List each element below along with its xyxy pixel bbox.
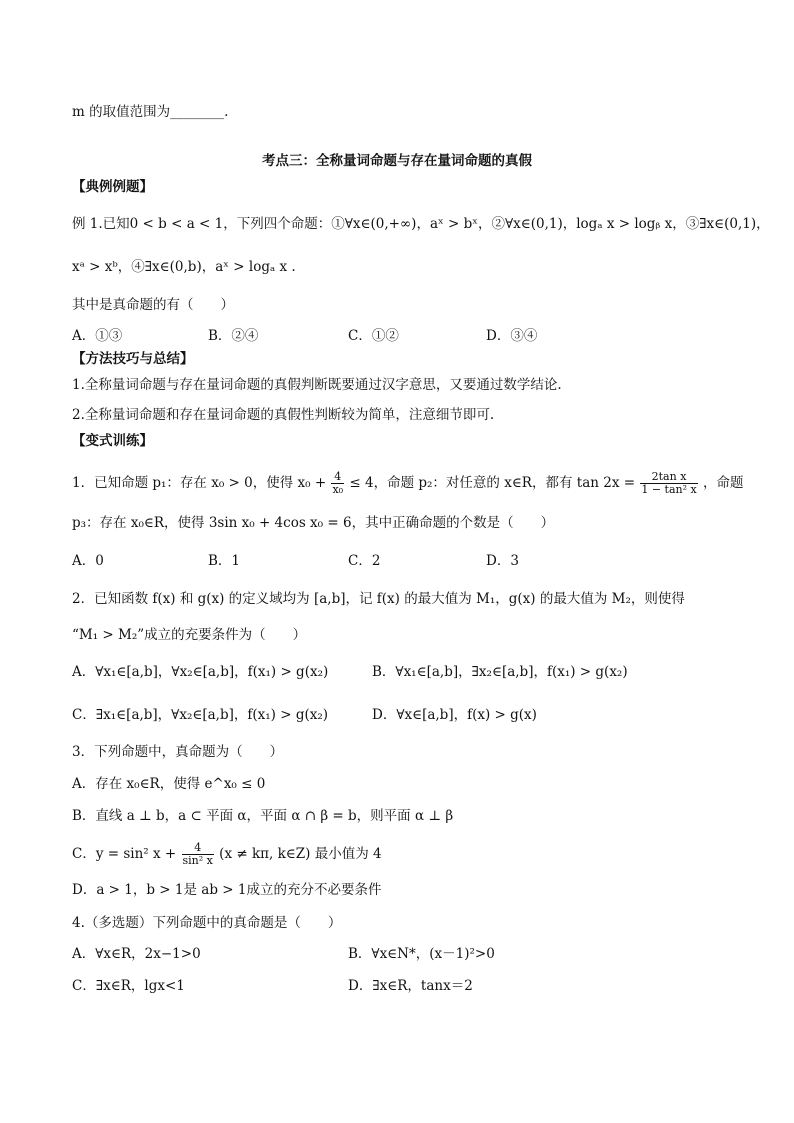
q3-option-c [72, 842, 382, 867]
q1-fraction-1-denominator: x₀ [332, 483, 344, 496]
intro-line: m 的取值范围为________. [72, 104, 229, 120]
q2-option-a: A．∀x₁∈[a,b]，∀x₂∈[a,b]，f(x₁) > g(x₂) [72, 664, 329, 680]
example-option-b: B．②④ [208, 328, 259, 344]
example-option-d: D．③④ [486, 328, 538, 344]
q3-option-d: D．a > 1，b > 1是 ab > 1成立的充分不必要条件 [72, 882, 382, 898]
q1-line-1-part-c: ，命题 [703, 475, 744, 491]
q4-option-a: A．∀x∈R，2x−1>0 [72, 946, 201, 962]
q3-option-c-fraction-denominator: sin² x [182, 854, 213, 867]
q2-option-c: C．∃x₁∈[a,b]，∀x₂∈[a,b]，f(x₁) > g(x₂) [72, 707, 329, 723]
q1-option-b: B．1 [208, 553, 241, 569]
q1-option-a: A．0 [72, 553, 104, 569]
q1-line-1-part-b: ≤ 4，命题 p₂：对任意的 x∈R，都有 tan 2x = [349, 475, 636, 491]
q4-stem: 4.（多选题）下列命题中的真命题是（ ） [72, 915, 342, 931]
q2-option-b: B．∀x₁∈[a,b]，∃x₂∈[a,b]，f(x₁) > g(x₂) [372, 664, 628, 680]
q3-stem: 3．下列命题中，真命题为（ ） [72, 744, 284, 760]
q1-line-1-part-a: 1．已知命题 p₁：存在 x₀ > 0，使得 x₀ + [72, 475, 327, 491]
q1-fraction-2-numerator: 2tan x [640, 471, 697, 484]
q3-option-c-part-a: C．y = sin² x + [72, 846, 177, 862]
q3-option-a: A．存在 x₀∈R，使得 e^x₀ ≤ 0 [72, 776, 266, 792]
q1-line-1 [72, 471, 744, 496]
method-line-1: 1.全称量词命题与存在量词命题的真假判断既要通过汉字意思，又要通过数学结论. [72, 377, 562, 393]
method-header: 【方法技巧与总结】 [72, 351, 194, 367]
q3-option-c-fraction [182, 842, 214, 867]
q3-option-c-fraction-numerator: 4 [182, 842, 214, 855]
q1-fraction-2-denominator: 1 − tan² x [641, 483, 697, 496]
example-option-c: C．①② [348, 328, 399, 344]
q1-option-c: C．2 [348, 553, 381, 569]
method-line-2: 2.全称量词命题和存在量词命题的真假性判断较为简单，注意细节即可. [72, 407, 495, 423]
q1-option-d: D．3 [486, 553, 519, 569]
example-line-1: 例 1.已知0 < b < a < 1，下列四个命题：①∀x∈(0,+∞)，aˣ > bˣ，②∀x∈(0,1)，logₐ x > logᵦ x，③∃x∈(0,1)， [72, 216, 770, 232]
q1-fraction-1 [331, 471, 344, 496]
q1-fraction-1-numerator: 4 [331, 471, 344, 484]
q4-option-d: D．∃x∈R，tanx＝2 [348, 978, 473, 994]
typical-example-header: 【典例例题】 [72, 179, 153, 195]
q1-fraction-2 [640, 471, 697, 496]
example-question: 其中是真命题的有（ ） [72, 297, 234, 313]
section-title: 考点三：全称量词命题与存在量词命题的真假 [262, 153, 532, 169]
variant-header: 【变式训练】 [72, 433, 153, 449]
q2-line-2: “M₁ > M₂”成立的充要条件为（ ） [72, 627, 307, 643]
q3-option-b: B．直线 a ⊥ b，a ⊂ 平面 α，平面 α ∩ β = b，则平面 α ⊥ β [72, 808, 454, 824]
q2-line-1: 2．已知函数 f(x) 和 g(x) 的定义域均为 [a,b]，记 f(x) 的最大值为 M₁，g(x) 的最大值为 M₂，则使得 [72, 591, 685, 607]
q2-option-d: D．∀x∈[a,b]，f(x) > g(x) [372, 707, 537, 723]
q3-option-c-part-b: (x ≠ kπ, k∈Z) 最小值为 4 [219, 846, 382, 862]
q1-line-2: p₃：存在 x₀∈R，使得 3sin x₀ + 4cos x₀ = 6，其中正确命题的个数是（ ） [72, 515, 555, 531]
example-option-a: A．①③ [72, 328, 123, 344]
example-line-2: xᵃ > xᵇ，④∃x∈(0,b)，aˣ > logₐ x . [72, 259, 296, 275]
q4-option-b: B．∀x∈N*，(x－1)²>0 [348, 946, 495, 962]
q4-option-c: C．∃x∈R，lgx<1 [72, 978, 185, 994]
